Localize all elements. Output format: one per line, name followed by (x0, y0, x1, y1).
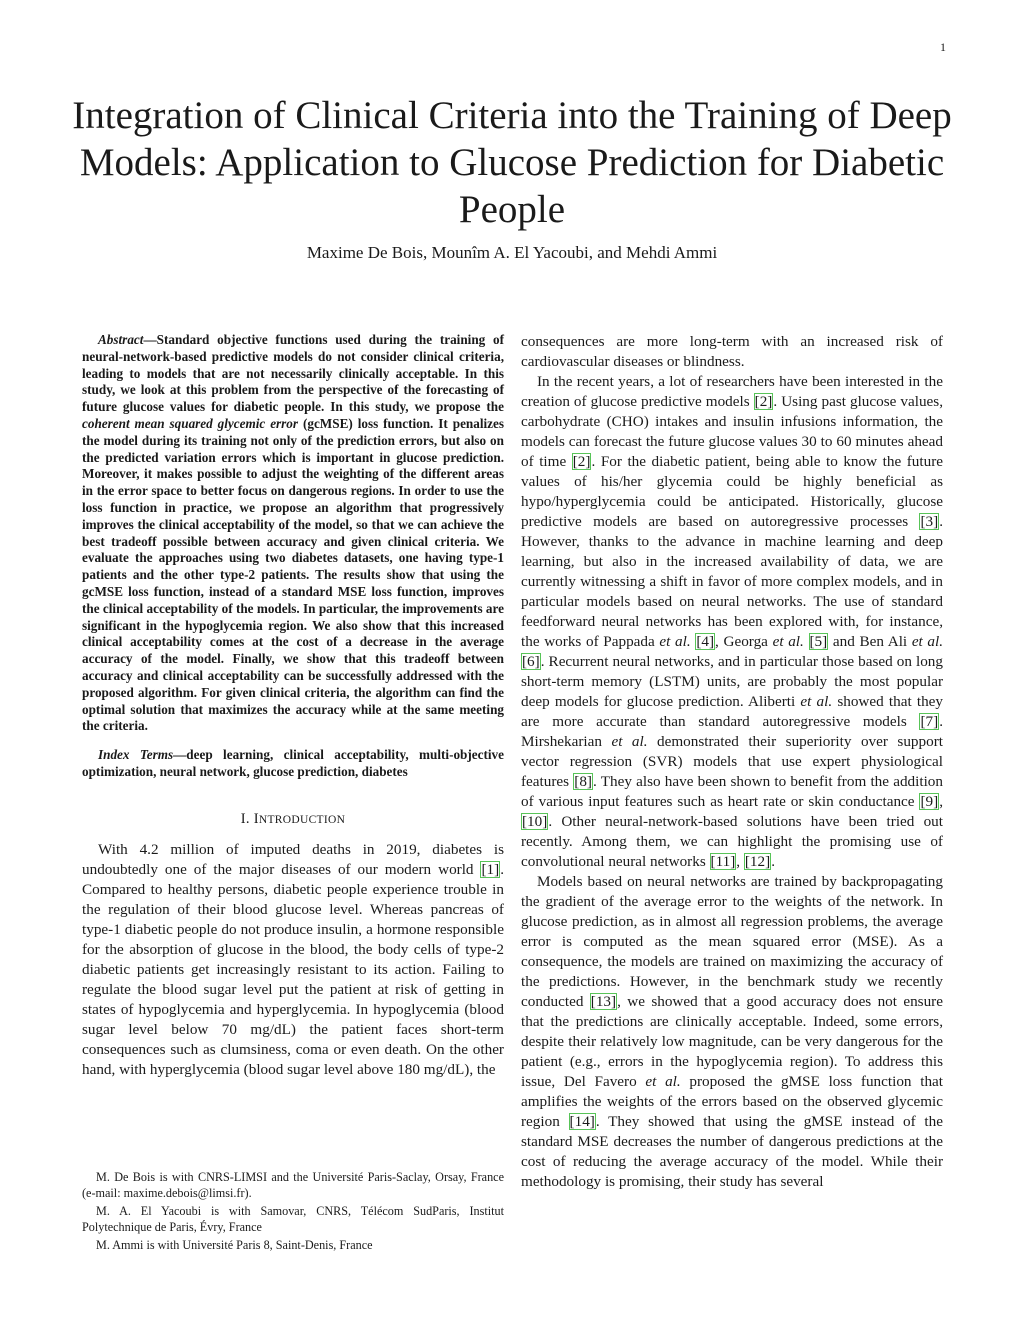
paper-title: Integration of Clinical Criteria into the Training of Deep Models: Application to Glucose Prediction for Diabetic People (72, 94, 952, 231)
abstract-emphasis: coherent mean squared glycemic error (82, 415, 299, 431)
citation-link[interactable]: [14] (569, 1113, 595, 1130)
citation-link[interactable]: [7] (920, 713, 939, 730)
intro-paragraph: With 4.2 million of imputed deaths in 2019, diabetes is undoubtedly one of the major diseases of our modern world [1]. Compared to healthy persons, diabetic people experience trouble in the regulation of their blood glucose level. Whereas pancreas of type-1 diabetic people do not produce insulin, a hormone responsible for the absorption of glucose in the blood, the body cells of type-2 diabetic patients get increasingly resistant to its action. Failing to regulate the blood sugar level put the patient at risk of getting in states of hypoglycemia and hyperglycemia. In hypoglycemia (blood sugar level below 70 mg/dL) the patient faces short-term consequences such as clumsiness, coma or even death. On the other hand, with hyperglycemia (blood sugar level above 180 mg/dL), the (82, 840, 504, 1078)
index-terms: Index Terms—deep learning, clinical acceptability, multi-objective optimization, neural network, glucose prediction, diabetes (82, 747, 504, 779)
section-heading-introduction: I. INTRODUCTION (240, 810, 346, 827)
problem-paragraph: Models based on neural networks are trained by backpropagating the gradient of the average error to the weights of the network. In glucose prediction, as in almost all regression problems, the average error is computed as the mean squared error (MSE). As a consequence, the models are trained on maximizing the accuracy of the predictions. However, in the benchmark study we recently conducted [13], we showed that a good accuracy does not ensure that the predictions are clinically acceptable. Indeed, some errors, despite their relatively low magnitude, can be very dangerous for the patient (e.g., errors in the hypoglycemia region). To address this issue, Del Favero et al. proposed the gMSE loss function that amplifies the weights of the errors based on the observed glycemic region [14]. They showed that using the gMSE instead of the standard MSE decreases the number of dangerous predictions at the cost of reducing the average accuracy of the model. While their methodology is promising, their study has several (521, 873, 943, 1190)
abstract-label: Abstract (98, 332, 144, 347)
related-work-paragraph: In the recent years, a lot of researchers have been interested in the creation of glucose predictive models [2]. Using past glucose values, carbohydrate (CHO) intakes and insulin infusions information, the models can forecast the future glucose values 30 to 60 minutes ahead of time [2]. For the diabetic patient, being able to know the future values of his/her glycemia could be highly beneficial as hypo/hyperglycemia could be anticipated. Historically, glucose predictive models are based on autoregressive processes [3]. However, thanks to the advance in machine learning and deep learning, but also in the increased availability of data, we are currently witnessing a shift in favor of more complex models, and in particular models based on neural networks. The use of standard feedforward neural networks has been explored with, for instance, the works of Pappada et al. [4], Georga et al. [5] and Ben Ali et al. [6]. Recurrent neural networks, and in particular those based on long short-term memory (LSTM) units, are probably the most popular deep models for glucose prediction. Aliberti et al. showed that they are more accurate than standard autoregressive models [7]. Mirshekarian et al. demonstrated their superiority over support vector regression (SVR) models that use expert physiological features [8]. They also have been shown to benefit from the addition of various input features such as heart rate or skin conductance [9], [10]. Other neural-network-based solutions have been tried out recently. Among them, we can highlight the promising use of convolutional neural networks [11], [12]. (521, 373, 944, 870)
citation-link[interactable]: [4] (696, 633, 715, 650)
index-terms-text: deep learning, clinical acceptability, multi-objective optimization, neural network, glucose prediction, diabetes (82, 747, 504, 779)
citation-link[interactable]: [9] (920, 793, 939, 810)
footnotes (82, 1170, 504, 1257)
citation-link[interactable]: [8] (574, 773, 592, 790)
citation-link[interactable]: [2] (754, 393, 773, 410)
abstract-text-2: (gcMSE) loss function. It penalizes the model during its training not only of the prediction errors, but also on the predicted variation errors which is important in glucose prediction. Moreover, it makes possible to adjust the weighting of the different areas in the error space to better focus on dangerous regions. In order to use the loss function in practice, we propose an algorithm that progressively improves the clinical acceptability of the model, so that we can achieve the best tradeoff possible between accuracy and given clinical criteria. We evaluate the approaches using two diabetes datasets, one having type-1 patients and the other type-2 patients. The results show that using the gcMSE loss function, instead of a standard MSE loss function, improves the clinical acceptability of the models. In particular, the improvements are significant in the hypoglycemia region. We also show that this increased clinical acceptability comes at the cost of a decrease in the average accuracy of the model. Finally, we show that this tradeoff between accuracy and clinical acceptability can be successfully addressed with the proposed algorithm. For given clinical criteria, the algorithm can find the optimal solution that maximizes the accuracy while at the same meeting the criteria. (82, 415, 505, 734)
abstract: Abstract—Standard objective functions used during the training of neural-network-based predictive models do not consider clinical criteria, leading to models that are not necessarily clinically acceptable. In this study, we look at this problem from the perspective of the forecasting of future glucose values for diabetic people. In this study, we propose the coherent mean squared glycemic error (gcMSE) loss function. It penalizes the model during its training not only of the prediction errors, but also on the predicted variation errors which is important in glucose prediction. Moreover, it makes possible to adjust the weighting of the different areas in the error space to better focus on dangerous regions. In order to use the loss function in practice, we propose an algorithm that progressively improves the clinical acceptability of the model, so that we can achieve the best tradeoff possible between accuracy and given clinical criteria. We evaluate the approaches using two diabetes datasets, one having type-1 patients and the other type-2 patients. The results show that using the gcMSE loss function, instead of a standard MSE loss function, improves the clinical acceptability of the models. In particular, the improvements are significant in the hypoglycemia region. We also show that this increased clinical acceptability comes at the cost of a decrease in the average accuracy of the model. Finally, we show that this tradeoff between accuracy and clinical acceptability can be successfully addressed with the proposed algorithm. For given clinical criteria, the algorithm can find the optimal solution that maximizes the accuracy while at the same meeting the criteria. (82, 332, 505, 734)
author-list: Maxime De Bois, Mounîm A. El Yacoubi, and Mehdi Ammi (306, 243, 718, 262)
citation-link[interactable]: [1] (481, 860, 500, 878)
citation-link[interactable]: [5] (809, 633, 828, 650)
continuation-paragraph: consequences are more long-term with an increased risk of cardiovascular diseases or blindness. (521, 333, 943, 370)
citation-link[interactable]: [3] (920, 513, 939, 530)
page-number: 1 (940, 40, 946, 54)
citation-link[interactable]: [13] (590, 993, 617, 1010)
citation-link[interactable]: [6] (522, 653, 540, 670)
citation-link[interactable]: [10] (522, 813, 548, 830)
footnote: M. A. El Yacoubi is with Samovar, CNRS, Télécom SudParis, Institut Polytechnique de Paris, Évry, France (82, 1204, 504, 1234)
citation-link[interactable]: [11] (710, 853, 736, 870)
left-column (82, 332, 504, 1080)
footnote: M. Ammi is with Université Paris 8, Saint-Denis, France (96, 1238, 373, 1252)
citation-link[interactable]: [12] (744, 853, 771, 870)
right-column (521, 332, 943, 1192)
index-terms-label: Index Terms (98, 747, 174, 763)
abstract-text-1: Standard objective functions used during the training of neural-network-based predictive models do not consider clinical criteria, leading to models that are not necessarily clinically acceptable. In this study, we look at this problem from the perspective of the forecasting of future glucose values for diabetic people. In this study, we propose the (82, 332, 504, 415)
citation-link[interactable]: [2] (572, 453, 591, 470)
footnote: M. De Bois is with CNRS-LIMSI and the Université Paris-Saclay, Orsay, France (e-mail: maxime.debois@limsi.fr). (82, 1170, 504, 1200)
